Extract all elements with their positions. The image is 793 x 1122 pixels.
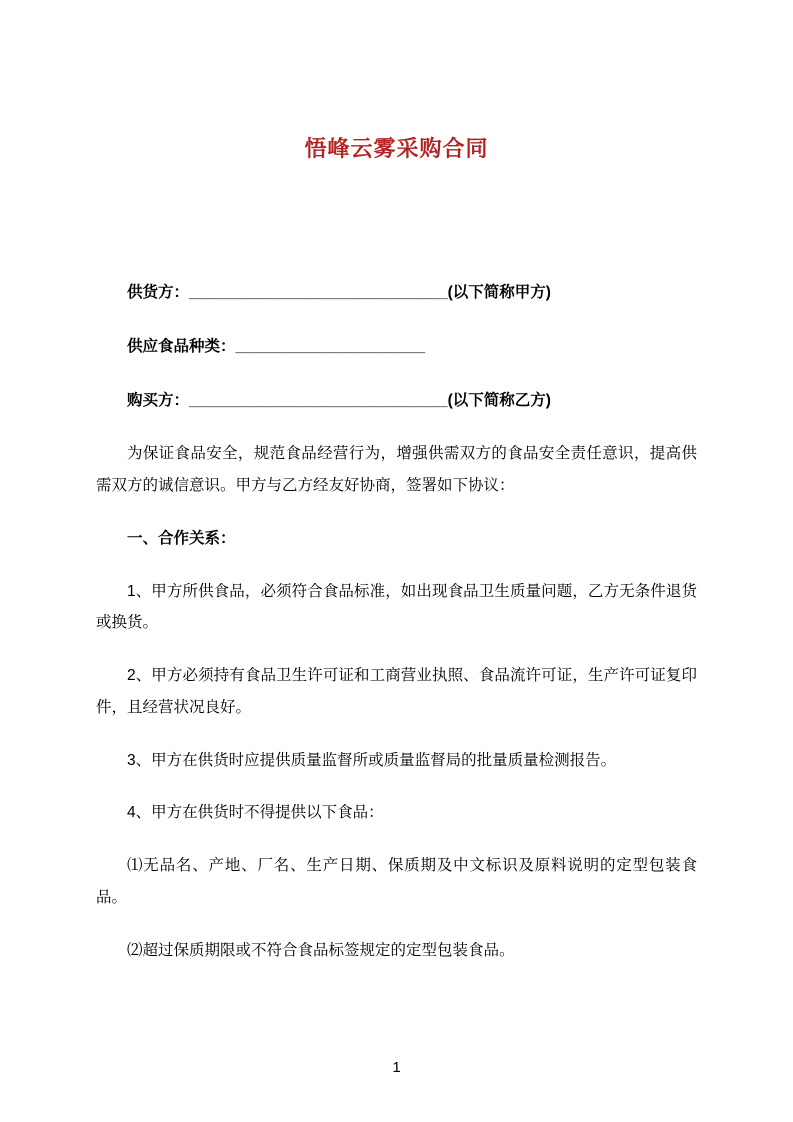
clause-subitem-2: ⑵超过保质期限或不符合食品标签规定的定型包装食品。 — [127, 941, 515, 959]
field-supplier-label: 供货方： — [127, 284, 190, 301]
field-food-types-label: 供应食品种类： — [127, 337, 236, 355]
field-supplier-suffix: (以下简称甲方) — [447, 284, 551, 301]
field-supplier — [96, 277, 697, 309]
header-fields — [96, 277, 697, 416]
field-supplier-blank-line: ______________________________ — [189, 284, 448, 301]
field-buyer-label: 购买方： — [127, 391, 190, 409]
field-buyer — [96, 385, 697, 417]
field-food-types — [96, 331, 697, 363]
clause-item-4: 4、甲方在供货时不得提供以下食品： — [127, 804, 384, 822]
field-food-types-blank-line: ______________________ — [235, 337, 426, 355]
clause-item-3: 3、甲方在供货时应提供质量监督所或质量监督局的批量质量检测报告。 — [127, 751, 617, 769]
page-number: 1 — [392, 1059, 401, 1076]
document-title: 悟峰云雾采购合同 — [304, 136, 489, 161]
clause-subitem-1: ⑴无品名、产地、厂名、生产日期、保质期及中文标识及原料说明的定型包装食品。 — [96, 857, 697, 906]
section-heading: 一、合作关系： — [127, 529, 236, 547]
clause-item-1: 1、甲方所供食品，必须符合食品标准，如出现食品卫生质量问题，乙方无条件退货或换货。 — [96, 582, 697, 632]
field-buyer-blank-line: ______________________________ — [189, 391, 448, 409]
field-buyer-suffix: (以下简称乙方) — [447, 391, 551, 409]
clause-item-2: 2、甲方必须持有食品卫生许可证和工商营业执照、食品流许可证，生产许可证复印件，且经营状况良好。 — [96, 667, 697, 716]
intro-paragraph: 为保证食品安全，规范食品经营行为，增强供需双方的食品安全责任意识，提高供需双方的诚信意识。甲方与乙方经友好协商，签署如下协议： — [96, 445, 697, 495]
